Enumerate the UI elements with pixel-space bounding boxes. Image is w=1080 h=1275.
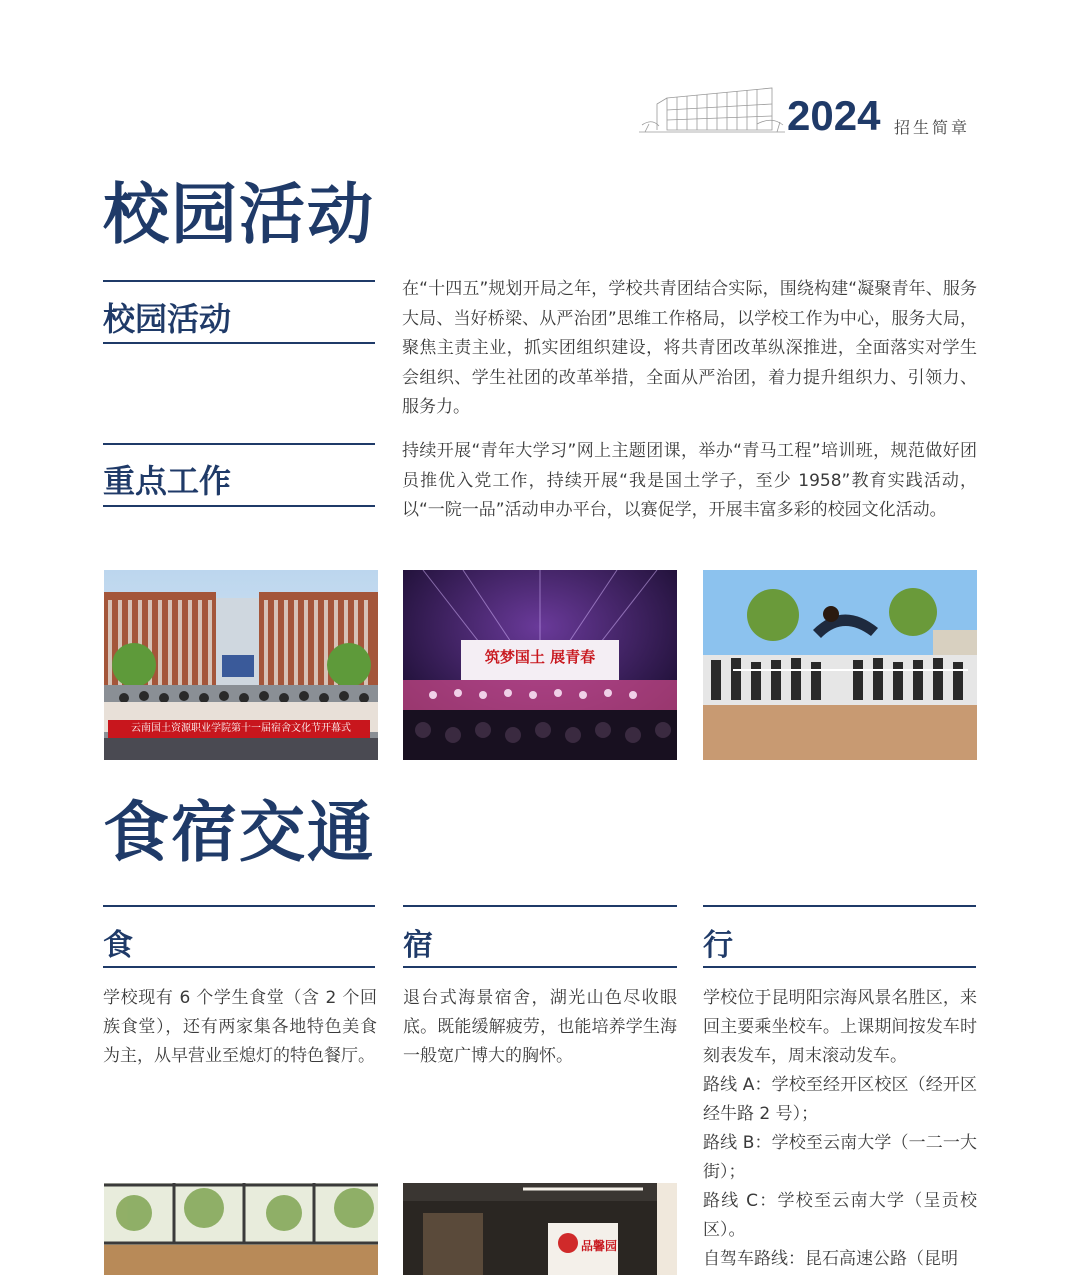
housing-paragraph: 退台式海景宿舍，湖光山色尽收眼底。既能缓解疲劳，也能培养学生海一般宽广博大的胸怀。 — [403, 988, 677, 1066]
stage-backdrop-text: 筑梦国土 展青春 — [484, 648, 596, 666]
block-text-campus: 在“十四五”规划开局之年，学校共青团结合实际，围绕构建“凝聚青年、服务大局、当好桥梁、从严治团”思维工作格局，以学校工作为中心，服务大局，聚焦主责主业，抓实团组织建设，将共青团改革纵深推进，全面落实对学生会组织、学生社团的改革举措，全面从严治团，着力提升组织力、引领力、服务力。 — [402, 279, 977, 417]
divider — [703, 905, 976, 907]
block-heading-campus: 校园活动 — [103, 300, 232, 338]
photo-group-building — [104, 570, 378, 760]
route-a: 路线 A：学校至经开区校区（经开区经牛路 2 号）； — [703, 1075, 977, 1124]
photo-dormitory-building — [403, 1183, 677, 1275]
banner-text: 云南国土资源职业学院第十一届宿舍文化节开幕式 — [131, 723, 351, 734]
dormitory-sign-text: 品馨园 — [581, 1239, 618, 1253]
divider — [103, 342, 375, 344]
column-text-housing — [403, 984, 677, 1071]
column-heading-housing: 宿 — [403, 928, 433, 963]
column-heading-food: 食 — [103, 928, 133, 963]
photo-high-jump — [703, 570, 977, 760]
photo-stage-performance — [403, 570, 677, 760]
block-text-key-work: 持续开展“青年大学习”网上主题团课，举办“青马工程”培训班，规范做好团员推优入党工作，持续开展“我是国土学子，至少 1958”教育实践活动，以“一院一品”活动申办平台，以赛促学，开展丰富多彩的校园文化活动。 — [402, 441, 977, 520]
divider — [703, 966, 976, 968]
building-sketch-icon — [637, 80, 787, 138]
photo-canteen — [104, 1183, 378, 1275]
column-heading-transport: 行 — [703, 928, 733, 963]
column-text-food — [103, 984, 377, 1071]
section-title-food-housing-transport: 食宿交通 — [103, 794, 375, 871]
header — [637, 72, 977, 142]
divider — [403, 905, 677, 907]
self-drive-route: 自驾车路线：昆石高速公路（昆明 — [703, 1249, 958, 1269]
divider — [103, 966, 375, 968]
divider — [103, 905, 375, 907]
divider — [103, 443, 375, 445]
header-year: 2024 — [787, 92, 881, 139]
transport-intro: 学校位于昆明阳宗海风景名胜区，来回主要乘坐校车。上课期间按发车时刻表发车，周末滚动发车。 — [703, 988, 977, 1066]
section-title-campus-activities: 校园活动 — [103, 176, 375, 253]
header-subtitle: 招生简章 — [894, 118, 971, 137]
block-heading-key-work: 重点工作 — [103, 462, 232, 500]
divider — [403, 966, 677, 968]
route-b: 路线 B：学校至云南大学（一二一大街）； — [703, 1133, 977, 1182]
column-text-transport — [703, 984, 977, 1274]
divider — [103, 505, 375, 507]
food-paragraph: 学校现有 6 个学生食堂（含 2 个回族食堂），还有两家集各地特色美食为主，从早营业至熄灯的特色餐厅。 — [103, 988, 377, 1066]
divider — [103, 280, 375, 282]
route-c: 路线 C：学校至云南大学（呈贡校区）。 — [703, 1191, 977, 1240]
